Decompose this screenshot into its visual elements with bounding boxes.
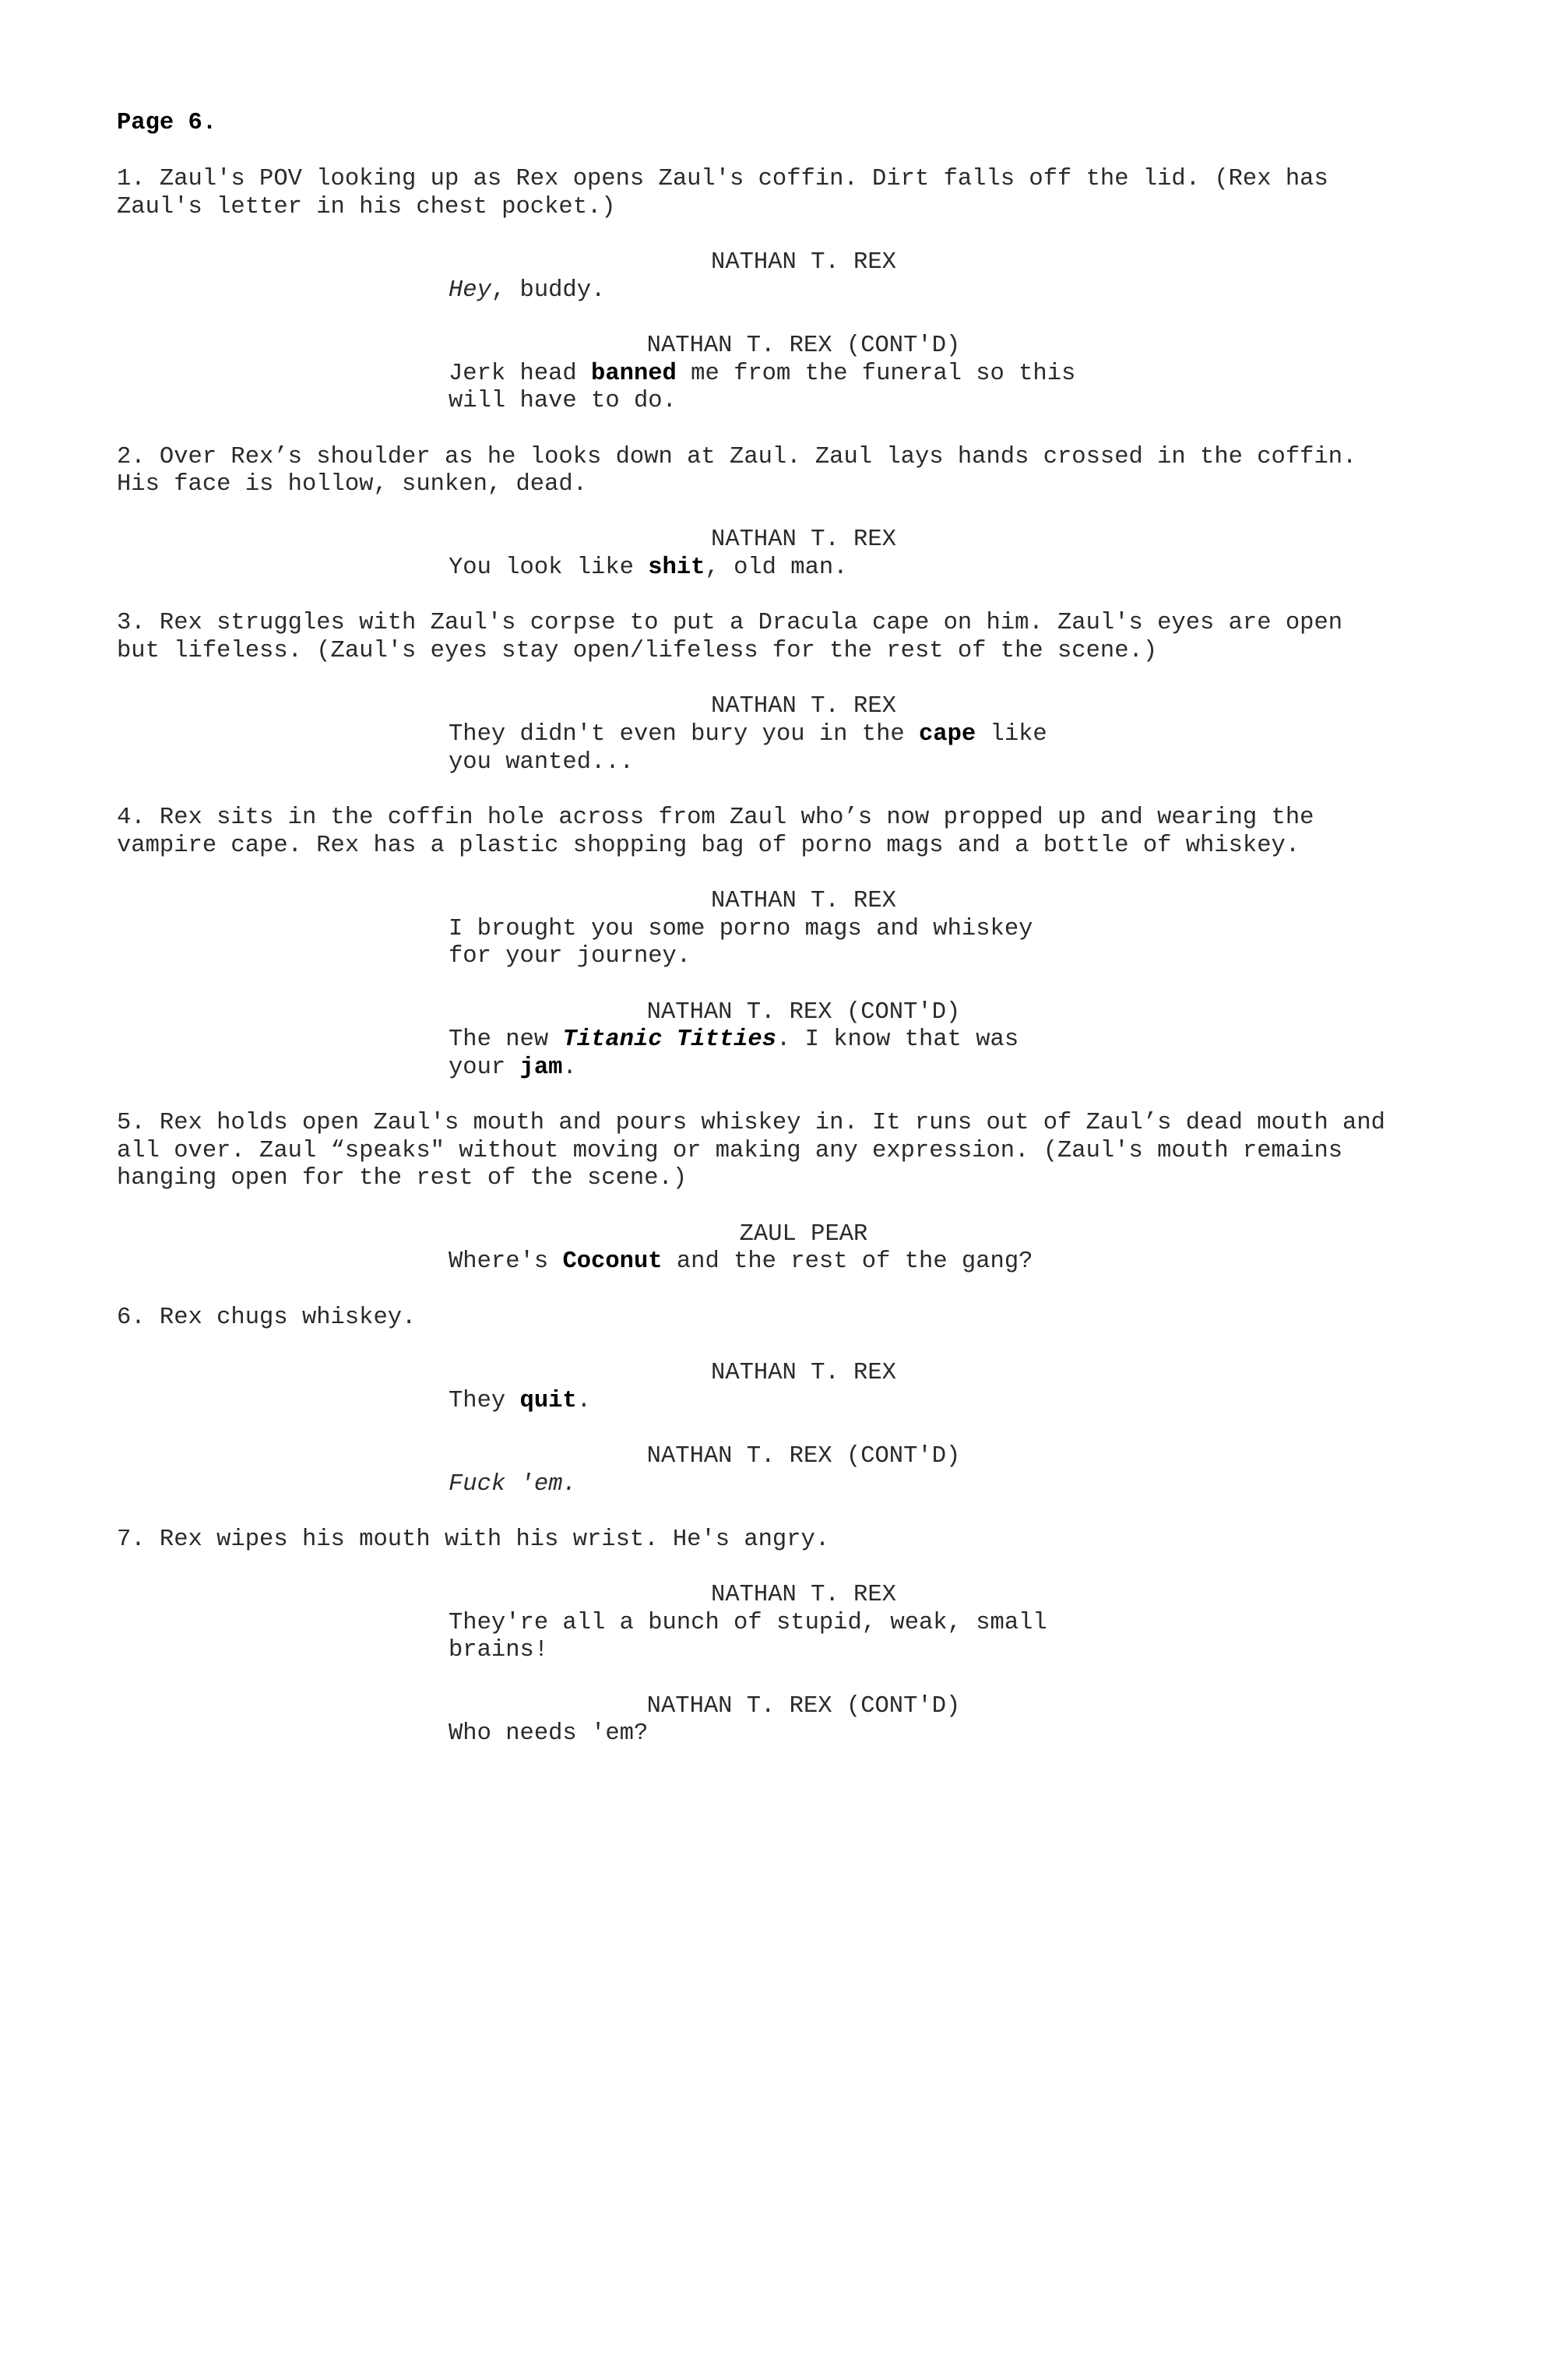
character-cue: ZAUL PEAR xyxy=(739,1220,868,1248)
dialogue-text: . xyxy=(576,1387,592,1414)
action-line: 4. Rex sits in the coffin hole across from Zaul who’s now propped up and wearing the xyxy=(117,804,1314,831)
dialogue-text: They didn't even bury you in the xyxy=(449,721,919,748)
action-line: 5. Rex holds open Zaul's mouth and pours whiskey in. It runs out of Zaul’s dead mouth and xyxy=(117,1110,1385,1137)
dialogue-text: . xyxy=(562,1054,577,1081)
emphasis-text: cape xyxy=(919,721,976,748)
dialogue-line xyxy=(449,1470,577,1498)
emphasis-text: jam xyxy=(519,1054,563,1081)
dialogue-line xyxy=(449,554,848,582)
dialogue-text: your xyxy=(449,1054,520,1081)
action-line: hanging open for the rest of the scene.) xyxy=(117,1165,688,1192)
character-cue: NATHAN T. REX (CONT'D) xyxy=(646,1442,961,1470)
dialogue-text: for your journey. xyxy=(449,943,691,970)
character-cue: NATHAN T. REX xyxy=(711,1359,896,1386)
character-cue: NATHAN T. REX xyxy=(711,693,896,720)
dialogue-text: Where's xyxy=(449,1248,563,1276)
dialogue-text: They're all a bunch of stupid, weak, small xyxy=(449,1609,1047,1636)
character-cue: NATHAN T. REX xyxy=(711,526,896,554)
dialogue-line xyxy=(449,276,605,305)
character-cue: NATHAN T. REX xyxy=(711,1582,896,1609)
action-line: all over. Zaul “speaks" without moving or making any expression. (Zaul's mouth remains xyxy=(117,1137,1343,1164)
dialogue-text: You look like xyxy=(449,555,649,582)
dialogue-text: I brought you some porno mags and whiskey xyxy=(449,915,1033,942)
dialogue-line xyxy=(449,942,691,970)
dialogue-text: , old man. xyxy=(705,555,848,582)
dialogue-line xyxy=(449,360,1075,388)
emphasis-text: Hey xyxy=(449,276,491,304)
dialogue-text: , buddy. xyxy=(491,276,606,304)
action-line: but lifeless. (Zaul's eyes stay open/lifeless for the rest of the scene.) xyxy=(117,638,1158,665)
dialogue-text: you wanted... xyxy=(449,748,634,776)
page-label: Page 6. xyxy=(117,110,217,136)
action-line: 2. Over Rex’s shoulder as he looks down at Zaul. Zaul lays hands crossed in the coffin. xyxy=(117,443,1357,470)
dialogue-text: They xyxy=(449,1387,520,1414)
emphasis-text: quit xyxy=(519,1387,577,1414)
dialogue-text: like xyxy=(976,721,1047,748)
dialogue-text: will have to do. xyxy=(449,388,677,415)
dialogue-text: . I know that was xyxy=(776,1026,1019,1054)
dialogue-text: brains! xyxy=(449,1637,549,1664)
dialogue-text: Who needs 'em? xyxy=(449,1720,649,1748)
dialogue-line xyxy=(449,1720,648,1748)
dialogue-line xyxy=(449,1026,1019,1054)
action-line: His face is hollow, sunken, dead. xyxy=(117,471,587,498)
dialogue-text: me from the funeral so this xyxy=(676,360,1076,387)
action-line: 3. Rex struggles with Zaul's corpse to put a Dracula cape on him. Zaul's eyes are open xyxy=(117,610,1343,637)
emphasis-text: Titanic Titties xyxy=(562,1026,776,1054)
emphasis-text: banned xyxy=(591,360,677,387)
dialogue-line xyxy=(449,720,1047,748)
dialogue-text: Jerk head xyxy=(449,360,592,387)
emphasis-text: Fuck 'em. xyxy=(449,1470,577,1498)
action-line: vampire cape. Rex has a plastic shopping bag of porno mags and a bottle of whiskey. xyxy=(117,832,1300,859)
character-cue: NATHAN T. REX (CONT'D) xyxy=(646,998,961,1026)
dialogue-line xyxy=(449,1387,591,1415)
dialogue-line xyxy=(449,387,677,415)
character-cue: NATHAN T. REX (CONT'D) xyxy=(646,332,961,359)
character-cue: NATHAN T. REX xyxy=(711,248,896,276)
dialogue-line xyxy=(449,1054,577,1082)
action-line: 6. Rex chugs whiskey. xyxy=(117,1304,417,1331)
dialogue-line xyxy=(449,1248,1033,1276)
emphasis-text: shit xyxy=(648,555,705,582)
action-line: Zaul's letter in his chest pocket.) xyxy=(117,193,616,220)
dialogue-line xyxy=(449,1609,1047,1637)
character-cue: NATHAN T. REX xyxy=(711,887,896,914)
dialogue-text: The new xyxy=(449,1026,563,1054)
action-line: 7. Rex wipes his mouth with his wrist. He's angry. xyxy=(117,1526,830,1553)
dialogue-line xyxy=(449,1636,548,1664)
dialogue-line xyxy=(449,915,1033,943)
dialogue-text: and the rest of the gang? xyxy=(662,1248,1033,1276)
character-cue: NATHAN T. REX (CONT'D) xyxy=(646,1692,961,1720)
emphasis-text: Coconut xyxy=(562,1248,663,1276)
dialogue-line xyxy=(449,748,634,776)
action-line: 1. Zaul's POV looking up as Rex opens Zaul's coffin. Dirt falls off the lid. (Rex has xyxy=(117,166,1328,192)
